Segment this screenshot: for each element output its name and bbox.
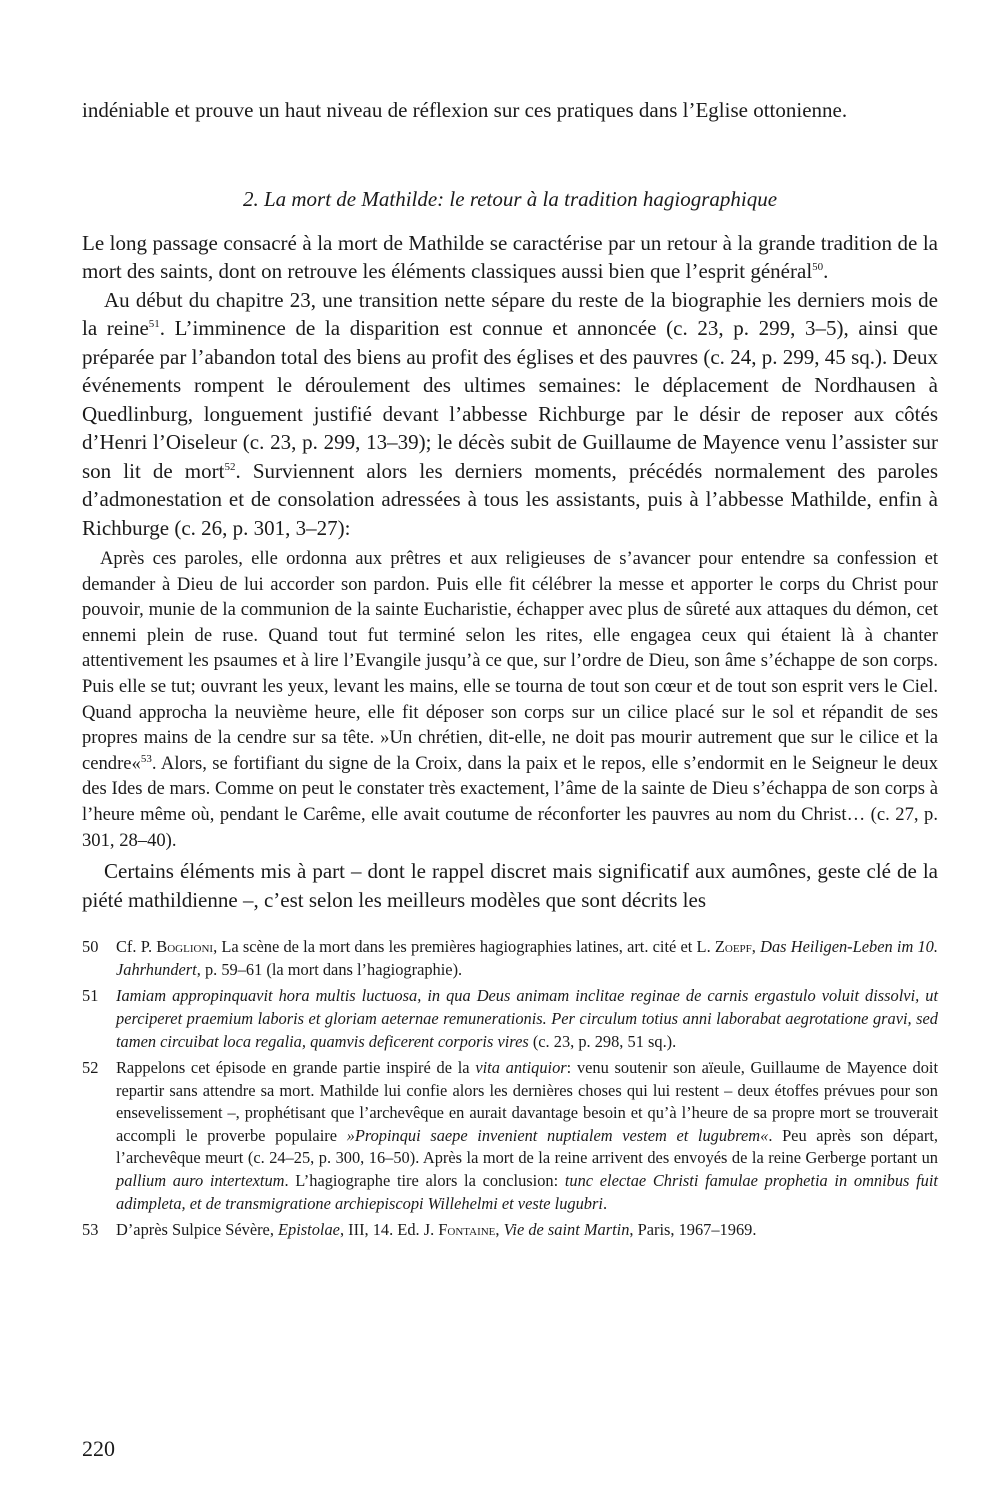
fn52-e: . bbox=[602, 1193, 608, 1213]
footnote-ref-53[interactable]: 53 bbox=[140, 752, 152, 765]
page-number: 220 bbox=[82, 1436, 115, 1461]
section-heading: 2. La mort de Mathilde: le retour à la tradition hagiographique bbox=[242, 186, 778, 211]
footnote-53 bbox=[82, 1219, 938, 1242]
fn53-b: , III, 14. Ed. J. bbox=[339, 1220, 439, 1240]
fn52-d: . L’hagiographe tire alors la conclusion: bbox=[284, 1171, 565, 1191]
page-body bbox=[82, 96, 938, 1246]
para2-c: . Surviennent alors les derniers moments, précédés normalement des paroles d’admonestation et de consolation adressées à tous les assistants, puis à l’abbesse Mathilde, enfin à Richburge (c. 26, p. 301, 3–27): bbox=[82, 458, 938, 540]
fn50-a: Cf. P. bbox=[116, 937, 157, 957]
paragraph-2 bbox=[82, 286, 938, 543]
fn53-title: Vie de saint Martin bbox=[503, 1220, 630, 1240]
footnote-number: 50 bbox=[82, 937, 99, 957]
block-quote bbox=[82, 546, 938, 853]
quote-a: Après ces paroles, elle ordonna aux prêtres et aux religieuses de s’avancer pour entendre sa confession et demander à Dieu de lui accorder son pardon. Puis elle fit célébrer la messe et apporter le corps du Christ pour pouvoir, munie de la communion de la sainte Eucharistie, échapper avec plus de sûreté aux attaques du démon, cet ennemi plein de ruse. Quand tout fut terminé selon les rites, elle engagea ceux qui étaient là à chanter attentivement les psaumes et à lire l’Evangile jusqu’à ce que, sur l’ordre de Dieu, son âme s’échappe de son corps. Puis elle se tut; ouvrant les yeux, levant les mains, elle se tourna de tout son cœur et de tout son esprit vers le Ciel. Quand approcha la neuvième heure, elle fit déposer son corps sur un cilice placé sur le sol et répandit de ses propres mains de la cendre sur sa tête. »Un chrétien, dit-elle, ne doit pas mourir autrement que sur le cilice et la cendre« bbox=[82, 548, 938, 774]
footnote-text bbox=[116, 985, 938, 1053]
fn50-c: , bbox=[751, 937, 761, 957]
footnote-text bbox=[116, 936, 938, 981]
fn52-a: Rappelons cet épisode en grande partie inspiré de la bbox=[116, 1058, 476, 1078]
footnote-text bbox=[116, 1057, 938, 1215]
fn52-proverb: »Propinqui saepe invenient nuptialem vestem et lugubrem« bbox=[346, 1125, 769, 1145]
fn50-author2: Zoepf bbox=[714, 937, 752, 957]
paragraph-3: Certains éléments mis à part – dont le rappel discret mais significatif aux aumônes, geste clé de la piété mathildienne –, c’est selon les meilleurs modèles que sont décrits les bbox=[82, 859, 938, 912]
fn53-author: Fontaine bbox=[438, 1220, 496, 1240]
fn52-vita: vita antiquior bbox=[475, 1058, 567, 1078]
para1-end: . bbox=[823, 259, 829, 283]
fn50-b: , La scène de la mort dans les premières hagiographies latines, art. cité et L. bbox=[213, 937, 715, 957]
footnote-number: 52 bbox=[82, 1058, 99, 1078]
footnote-text bbox=[116, 1219, 938, 1242]
fn51-ref: (c. 23, p. 298, 51 sq.). bbox=[528, 1031, 677, 1051]
fn53-d: , Paris, 1967–1969. bbox=[629, 1220, 757, 1240]
para1-text: Le long passage consacré à la mort de Mathilde se caractérise par un retour à la grande tradition de la mort des saints, dont on retrouve les éléments classiques aussi bien que l’esprit général bbox=[82, 230, 938, 283]
fn52-b: : venu soutenir son aïeule, Guillaume de Mayence doit repartir sans attendre sa mort. Mathilde lui confie alors les dernières choses qui lui restent – deux étoffes prévues pour son ensevelissement –, prophétisant que l’archevêque en aurait davantage besoin et qu’à l’heure de sa propre mort se trouverait accompli le proverbe populaire bbox=[116, 1058, 938, 1145]
fn53-a: D’après Sulpice Sévère, bbox=[116, 1220, 279, 1240]
footnotes bbox=[82, 936, 938, 1242]
footnote-50 bbox=[82, 936, 938, 981]
para2-a: Au début du chapitre 23, une transition nette sépare du reste de la biographie les derniers mois de la reine bbox=[82, 287, 938, 340]
fn52-conclusion: tunc electae Christi famulae prophetia in omnibus fuit adimpleta, et de transmigratione archiepiscopi Willehelmi et veste lugubri bbox=[116, 1171, 938, 1213]
footnote-52 bbox=[82, 1057, 938, 1215]
fn51-latin: Iamiam appropinquavit hora multis luctuosa, in qua Deus animam inclitae reginae de carnis ergastulo voluit dissolvi, ut perciperet praemium laboris et gloriam aeternae remunerationis. Per circulum totius anni laborabat aegrotatione gravi, sed tamen circuibat loca regalia, quamvis deficerent corporis vires bbox=[116, 986, 938, 1051]
footnote-number: 53 bbox=[82, 1220, 99, 1240]
footnote-ref-51[interactable]: 51 bbox=[148, 318, 160, 330]
para2-b: . L’imminence de la disparition est connue et annoncée (c. 23, p. 299, 3–5), ainsi que préparée par l’abandon total des biens au profit des églises et des pauvres (c. 24, p. 299, 45 sq.). Deux événements rompent le déroulement des ultimes semaines: le déplacement de Nordhausen à Quedlinburg, longuement justifié devant l’abbesse Richburge par le désir de reposer aux côtés d’Henri l’Oiseleur (c. 23, p. 299, 13–39); le décès subit de Guillaume de Mayence venu l’assister sur son lit de mort bbox=[82, 316, 938, 483]
footnote-ref-52[interactable]: 52 bbox=[224, 460, 236, 473]
footnote-51 bbox=[82, 985, 938, 1053]
paragraph-1 bbox=[82, 229, 938, 286]
footnote-ref-50[interactable]: 50 bbox=[812, 261, 824, 273]
fn53-c: , bbox=[495, 1220, 504, 1240]
quote-b: . Alors, se fortifiant du signe de la Croix, dans la paix et le repos, elle s’endormit en le Seigneur le deux des Ides de mars. Comme on peut le constater très exactement, l’âme de la sainte de Dieu s’échappa de son corps à l’heure même où, pendant le Carême, elle avait coutume de réconforter les pauvres au nom du Christ… (c. 27, p. 301, 28–40). bbox=[82, 752, 938, 851]
fn50-d: , p. 59–61 (la mort dans l’hagiographie). bbox=[196, 959, 463, 979]
fn52-c: . Peu après son départ, l’archevêque meurt (c. 24–25, p. 300, 16–50). Après la mort de la reine arrivent des envoyés de la reine Gerberge portant un bbox=[116, 1125, 938, 1168]
fn53-epistolae: Epistolae bbox=[278, 1220, 340, 1240]
fn50-author1: Boglioni bbox=[156, 937, 214, 957]
fn50-title: Das Heiligen-Leben im 10. Jahrhundert bbox=[116, 937, 938, 979]
top-paragraph: indéniable et prouve un haut niveau de réflexion sur ces pratiques dans l’Eglise ottonienne. bbox=[82, 98, 848, 122]
fn52-pallium: pallium auro intertextum bbox=[116, 1171, 285, 1191]
footnote-number: 51 bbox=[82, 986, 99, 1006]
